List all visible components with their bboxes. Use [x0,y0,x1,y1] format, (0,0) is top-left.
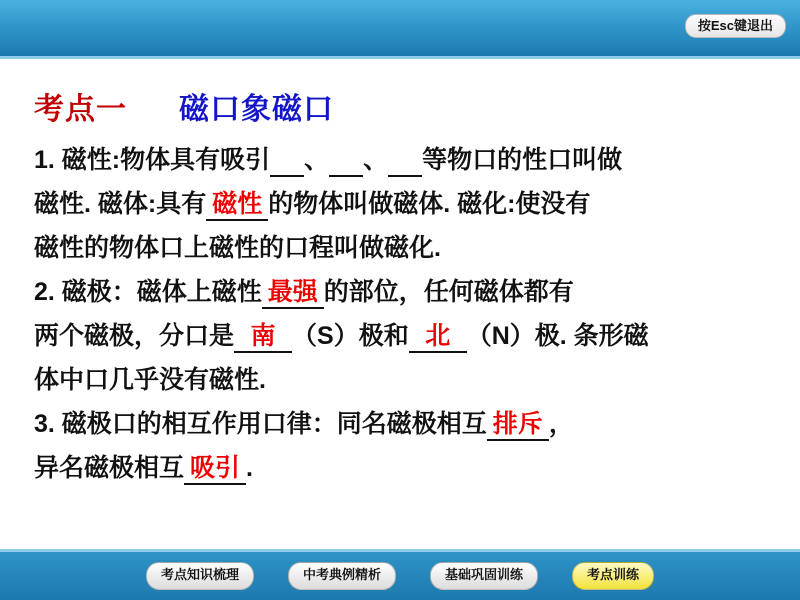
nav-button-exam-examples[interactable]: 中考典例精析 [288,562,396,590]
p2-text-c: 两个磁极，分口是 [34,322,235,350]
paragraph-2-line-3: 体中口几乎没有磁性. [34,366,266,394]
p1-text-a: 1. 磁性:物体具有吸引 [34,146,271,174]
p2-text-d: （S）极和 [292,322,409,350]
blank-repel[interactable]: 排斥 [487,409,549,441]
paragraph-3 [34,402,770,490]
bottom-bar [0,549,800,600]
blank-attract-3[interactable] [388,145,422,177]
paragraph-1-line-3: 磁性的物体口上磁性的口程叫做磁化. [34,234,441,262]
p1-sep-2: 、 [363,146,389,174]
blank-attract-1[interactable] [270,145,304,177]
p2-text-b: 的部位，任何磁体都有 [323,278,574,306]
blank-south-pole[interactable]: 南 [234,321,292,353]
nav-button-basic-training[interactable]: 基础巩固训练 [430,562,538,590]
paragraph-1-line-2 [34,182,770,226]
paragraph-1-line-1 [34,138,770,182]
p2-text-e: （N）极. 条形磁 [466,322,649,350]
paragraph-2-line-1 [34,270,770,314]
p1-text-d: 的物体叫做磁体. 磁化:使没有 [268,190,591,218]
bottom-nav [0,552,800,600]
p1-text-c: 磁性. 磁体:具有 [34,190,207,218]
blank-strongest[interactable]: 最强 [262,277,324,309]
paragraph-1 [34,138,770,270]
slide-content [34,84,770,490]
exit-esc-button[interactable]: 按Esc键退出 [685,14,786,38]
blank-attract[interactable]: 吸引 [184,453,246,485]
paragraph-3-line-1 [34,402,770,446]
p3-text-d: . [246,454,253,482]
blank-north-pole[interactable]: 北 [409,321,467,353]
paragraph-3-line-2 [34,446,770,490]
p3-text-c: 异名磁极相互 [34,454,185,482]
p3-text-a: 3. 磁极口的相互作用口律：同名磁极相互 [34,410,487,438]
p1-text-b: 等物口的性口叫做 [422,146,623,174]
nav-button-knowledge-review[interactable]: 考点知识梳理 [146,562,254,590]
paragraph-2 [34,270,770,402]
top-bar [0,0,800,59]
blank-magnetism[interactable]: 磁性 [206,189,268,221]
top-bar-gradient [0,0,800,56]
p3-text-b: ， [548,410,574,438]
kaodian-label: 考点一 [34,93,127,126]
page-title [34,84,770,128]
blank-attract-2[interactable] [329,145,363,177]
topic-title: 磁口象磁口 [179,93,334,126]
paragraph-2-line-2 [34,314,770,358]
p1-sep-1: 、 [304,146,330,174]
nav-button-point-training[interactable]: 考点训练 [572,562,654,590]
p2-text-a: 2. 磁极：磁体上磁性 [34,278,262,306]
